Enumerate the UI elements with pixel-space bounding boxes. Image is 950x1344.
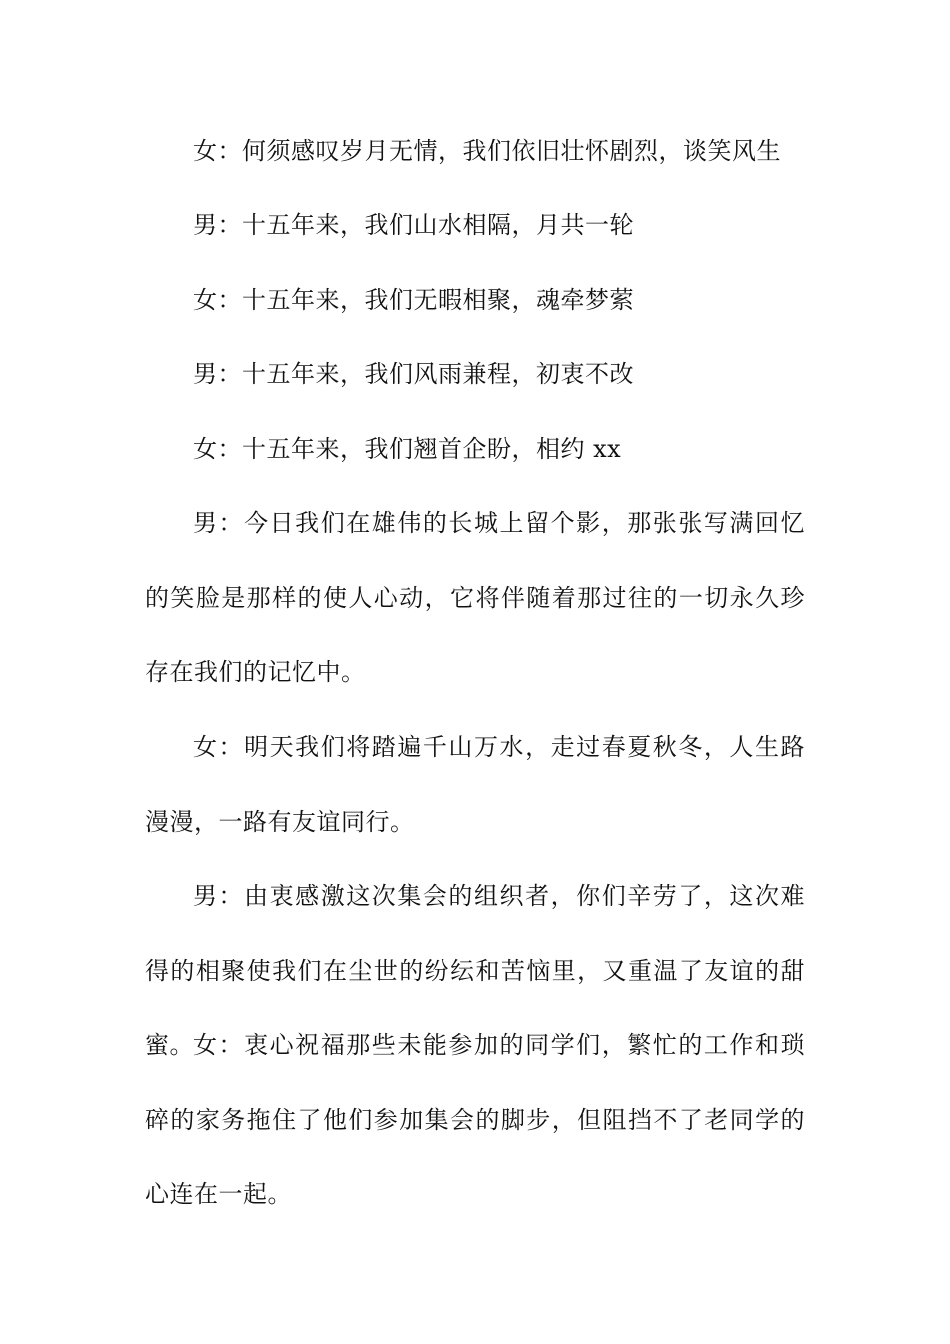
paragraph-4: 男：十五年来，我们风雨兼程，初衷不改	[193, 360, 634, 388]
paragraph-8: 男：由衷感激这次集会的组织者，你们辛劳了，这次难得的相聚使我们在尘世的纷纭和苦恼里，又重温了友谊的甜蜜。	[145, 882, 805, 1059]
paragraph-9: 女：衷心祝福那些未能参加的同学们，繁忙的工作和琐碎的家务拖住了他们参加集会的脚步，但阻挡不了老同学的心连在一起。	[145, 1031, 805, 1208]
paragraph-5: 女：十五年来，我们翘首企盼，相约 xx	[193, 435, 622, 463]
paragraph-6: 男：今日我们在雄伟的长城上留个影，那张张写满回忆的笑脸是那样的使人心动，它将伴随着那过往的一切永久珍存在我们的记忆中。	[145, 509, 805, 686]
paragraph-7: 女：明天我们将踏遍千山万水，走过春夏秋冬，人生路漫漫，一路有友谊同行。	[145, 733, 805, 836]
paragraph-1: 女：何须感叹岁月无情，我们依旧壮怀剧烈，谈笑风生	[193, 137, 781, 165]
paragraph-2: 男：十五年来，我们山水相隔，月共一轮	[193, 211, 634, 239]
paragraph-3: 女：十五年来，我们无暇相聚，魂牵梦萦	[193, 286, 634, 314]
